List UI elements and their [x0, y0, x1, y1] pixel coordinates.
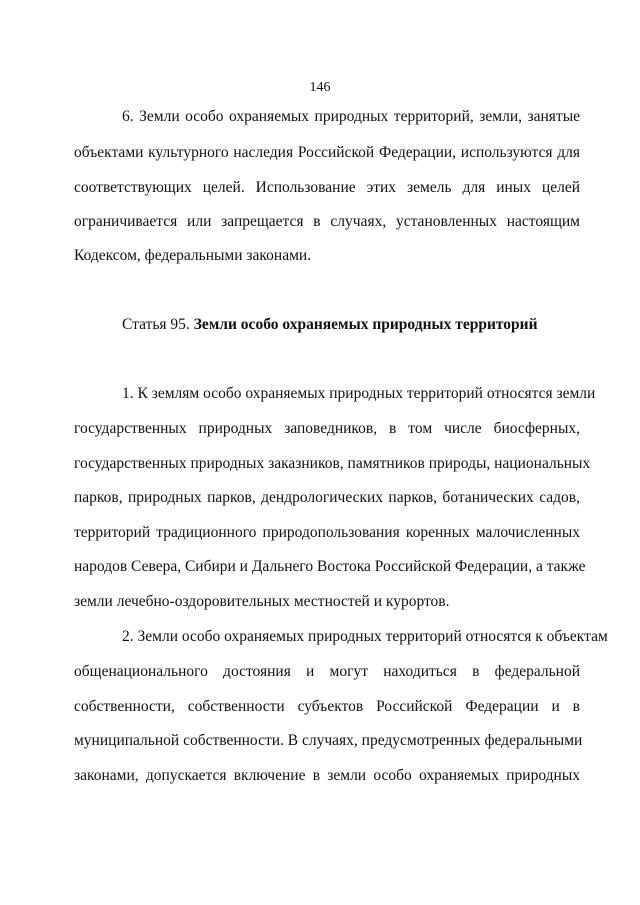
- paragraph-line: народов Севера, Сибири и Дальнего Востока Российской Федерации, а также: [74, 558, 586, 575]
- paragraph-line: Кодексом, федеральными законами.: [74, 247, 312, 264]
- paragraph-line: 1. К землям особо охраняемых природных территорий относятся земли: [122, 385, 596, 402]
- article-heading: [122, 315, 580, 335]
- article-number: Статья 95.: [122, 316, 190, 333]
- paragraph-line: государственных природных заповедников, в том числе биосферных,: [74, 420, 580, 437]
- paragraph-line: земли лечебно-оздоровительных местностей и курортов.: [74, 593, 450, 610]
- article-title: Земли особо охраняемых природных территорий: [193, 316, 538, 333]
- paragraph-line: объектами культурного наследия Российской Федерации, используются для: [74, 144, 580, 161]
- paragraph-line: государственных природных заказников, памятников природы, национальных: [74, 455, 591, 472]
- paragraph-line: 2. Земли особо охраняемых природных территорий относятся к объектам: [122, 628, 608, 645]
- paragraph-line: законами, допускается включение в земли особо охраняемых природных: [74, 767, 580, 784]
- paragraph-line: общенационального достояния и могут находиться в федеральной: [74, 663, 580, 680]
- paragraph-line: 6. Земли особо охраняемых природных территорий, земли, занятые: [122, 108, 580, 125]
- page-number: 146: [309, 80, 331, 95]
- paragraph-line: территорий традиционного природопользования коренных малочисленных: [74, 524, 580, 541]
- paragraph-line: парков, природных парков, дендрологических парков, ботанических садов,: [74, 489, 580, 506]
- paragraph-line: собственности, собственности субъектов Российской Федерации и в: [74, 698, 580, 715]
- paragraph-line: соответствующих целей. Использование этих земель для иных целей: [74, 179, 580, 196]
- paragraph-line: муниципальной собственности. В случаях, предусмотренных федеральными: [74, 732, 583, 749]
- paragraph-line: ограничивается или запрещается в случаях, установленных настоящим: [74, 213, 580, 230]
